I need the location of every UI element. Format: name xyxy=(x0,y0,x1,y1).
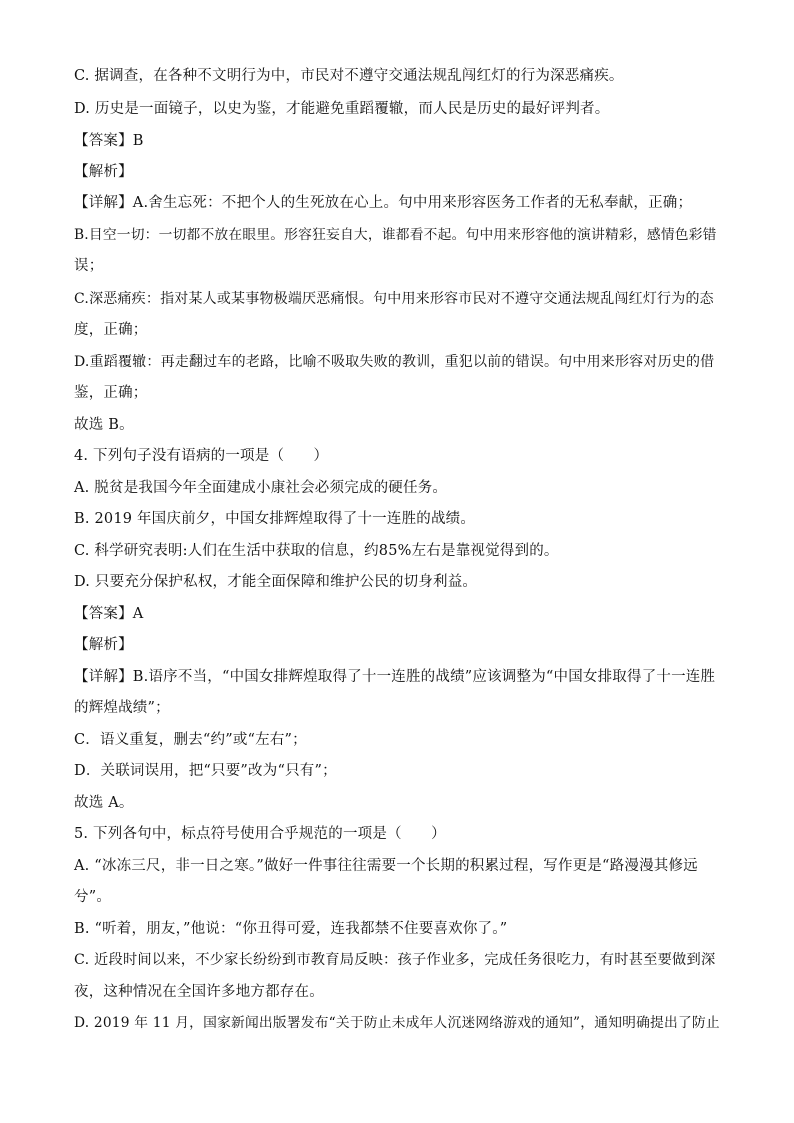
option-b-q5: B. “听着，朋友，”他说：“你丑得可爱，连我都禁不住要喜欢你了。” xyxy=(74,921,508,937)
answer-q3: 【答案】B xyxy=(74,133,144,149)
detail-b-q3: B.目空一切：一切都不放在眼里。形容狂妄自大，谁都看不起。句中用来形容他的演讲精彩，感情色彩错 xyxy=(74,227,717,243)
option-c-q5: C. 近段时间以来，不少家长纷纷到市教育局反映：孩子作业多，完成任务很吃力，有时甚至要做到深 xyxy=(74,952,716,968)
detail-a-q3: 【详解】A.舍生忘死：不把个人的生死放在心上。句中用来形容医务工作者的无私奉献，正确； xyxy=(74,195,693,211)
option-b-q4: B. 2019 年国庆前夕，中国女排辉煌取得了十一连胜的战绩。 xyxy=(74,511,476,527)
option-a-q5-cont: 兮”。 xyxy=(74,889,112,905)
option-d-q4: D. 只要充分保护私权，才能全面保障和维护公民的切身利益。 xyxy=(74,574,478,590)
option-c-q3: C. 据调查，在各种不文明行为中，市民对不遵守交通法规乱闯红灯的行为深恶痛疾。 xyxy=(74,68,624,84)
option-a-q4: A. 脱贫是我国今年全面建成小康社会必须完成的硬任务。 xyxy=(74,480,448,496)
detail-b-q3-cont: 误； xyxy=(74,258,104,274)
answer-q4: 【答案】A xyxy=(74,606,144,622)
detail-d-q4: D．关联词误用，把“只要”改为“只有”； xyxy=(74,763,337,779)
detail-c-q3-cont: 度，正确； xyxy=(74,322,148,338)
question-5: 5. 下列各句中，标点符号使用合乎规范的一项是（ ） xyxy=(74,826,446,842)
detail-b-q4: 【详解】B.语序不当，“中国女排辉煌取得了十一连胜的战绩”应该调整为“中国女排取得了十一连胜 xyxy=(74,669,716,685)
option-d-q5: D. 2019 年 11 月，国家新闻出版署发布“关于防止未成年人沉迷网络游戏的通知”，通知明确提出了防止 xyxy=(74,1015,720,1031)
conclusion-q4: 故选 A。 xyxy=(74,795,134,811)
question-4: 4. 下列句子没有语病的一项是（ ） xyxy=(74,448,329,464)
option-d-q3: D. 历史是一面镜子，以史为鉴，才能避免重蹈覆辙，而人民是历史的最好评判者。 xyxy=(74,101,610,117)
option-c-q5-cont: 夜，这种情况在全国许多地方都存在。 xyxy=(74,984,324,1000)
detail-b-q4-cont: 的辉煌战绩”； xyxy=(74,700,170,716)
analysis-label-q4: 【解析】 xyxy=(74,637,133,653)
detail-d-q3: D.重蹈覆辙：再走翻过车的老路，比喻不吸取失败的教训，重犯以前的错误。句中用来形容对历史的借 xyxy=(74,354,715,370)
option-c-q4: C. 科学研究表明:人们在生活中获取的信息，约85%左右是靠视觉得到的。 xyxy=(74,543,559,559)
analysis-label-q3: 【解析】 xyxy=(74,164,133,180)
conclusion-q3: 故选 B。 xyxy=(74,417,134,433)
detail-d-q3-cont: 鉴，正确； xyxy=(74,385,148,401)
detail-c-q3: C.深恶痛疾：指对某人或某事物极端厌恶痛恨。句中用来形容市民对不遵守交通法规乱闯红灯行为的态 xyxy=(74,291,714,307)
option-a-q5: A. “冰冻三尺，非一日之寒。”做好一件事往往需要一个长期的积累过程，写作更是“路漫漫其修远 xyxy=(74,858,698,874)
detail-c-q4: C．语义重复，删去“约”或“左右”； xyxy=(74,732,307,748)
